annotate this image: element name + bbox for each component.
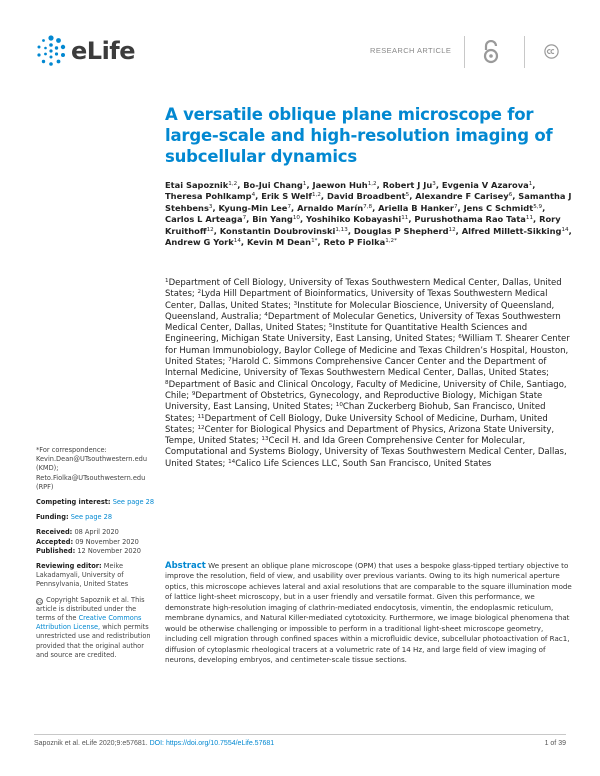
dates-block: [36, 528, 156, 556]
affiliation-text: Cecil H. and Ida Green Comprehensive Center for Molecular, Computational and Systems Biology, University of Texas Southwestern Medical Center, Dallas, United States;: [165, 436, 567, 469]
affiliation-text: Calico Life Sciences LLC, South San Francisco, United States: [235, 458, 492, 469]
author[interactable]: [464, 203, 543, 213]
author-name: Yoshihiko Kobayashi: [306, 214, 402, 225]
author-affiliation-ref: 5,9: [533, 203, 543, 210]
elife-logo-mark-icon: [34, 34, 68, 68]
author-affiliation-ref: 1: [528, 181, 533, 187]
affiliation-number: 9: [191, 390, 196, 397]
affiliation-text: Center for Biological Physics and Department of Physics, Arizona State University, Tempe, United States;: [165, 424, 555, 447]
elife-logo-text: eLife: [71, 37, 136, 65]
author-affiliation-ref: 1,2*: [385, 238, 397, 245]
abstract-text: We present an oblique plane microscope (OPM) that uses a bespoke glass-tipped tertiary objective to improve the resolution, field of view, and usability over previous variants. Owing to its high numerical aperture optics, this microscope achieves lateral and axial resolutions that are comparable to the square illumination mode of lattice light-sheet microscopy, but in a user friendly and versatile format. Given this performance, we demonstrate high-resolution imaging of clathrin-mediated endocytosis, vimentin, the endoplasmic reticulum, membrane dynamics, and Natural Killer-mediated cytotoxicity. Furthermore, we image biological phenomena that would be otherwise challenging or impossible to perform in a traditional light-sheet microscope geometry, including cell migration through confined spaces within a microfluidic device, subcellular photoactivation of Rac1, diffusion of cytoplasmic rheological tracers at a volumetric rate of 14 Hz, and large field of view imaging of neurons, developing embryos, and centimeter-scale tissue sections.: [165, 561, 572, 665]
abstract: [165, 561, 577, 666]
author-name: Purushothama Rao Tata: [414, 214, 526, 225]
reviewing-editor-label: Reviewing editor:: [36, 562, 102, 571]
author-name: Douglas P Shepherd: [353, 225, 449, 236]
header-divider: [524, 36, 525, 68]
author-name: David Broadbent: [326, 191, 406, 202]
author-name: Samantha J Stehbens: [165, 191, 572, 213]
author-name: Alfred Millett-Sikking: [461, 225, 562, 236]
author-name: Ariella B Hanker: [378, 202, 454, 213]
copyright-cc-icon: cc: [37, 598, 42, 604]
affiliation-text: Institute for Quantitative Health Sciences and Engineering, Michigan State University, East Lansing, United States;: [165, 323, 528, 345]
elife-logo[interactable]: [34, 34, 135, 68]
correspondence-label: *For correspondence:: [36, 446, 107, 454]
author-affiliation-ref: 1,13: [335, 226, 348, 233]
author-affiliation-ref: 1,2: [228, 181, 238, 187]
affiliation-text: Harold C. Simmons Comprehensive Cancer Center and the Department of Internal Medicine, University of Texas Southwestern Medical Center, Dallas, United States;: [165, 357, 550, 379]
author-affiliation-ref: 14: [233, 238, 241, 245]
author-list: Etai Sapoznik$^{1,2}$, Bo-Jui Chang$^1$, Jaewon Huh$^{1,2}$, Robert J Ju$^3$, Evgenia V Azarova$^1$, Theresa Pohlkamp$^4$, Erik S Welf$^{1,2}$, David Broadbent$^5$, Alexandre F Carisey$^6$, Samantha J Stehbens$^3$, Kyung-Min Lee$^7$, Arnaldo Marín$^{7,8}$, Ariella B Hanker$^7$, Jens C Schmidt$^{5,9}$, Carlos L Arteaga$^7$, Bin Yang$^{10}$, Yoshihiko Kobayashi$^{11}$, Purushothama Rao Tata$^{11}$, Rory Kruithoff$^{12}$, Konstantin Doubrovinski$^{1,13}$, Douglas P Shepherd$^{12}$, Alfred Millett-Sikking$^{14}$, Andrew G York$^{14}$, Kevin M Dean$^{1*}$, Reto P Fiolka$^{1,2*}$: [165, 180, 572, 248]
affiliation-number: 2: [197, 289, 202, 296]
correspondence-email[interactable]: Kevin.Dean@UTsouthwestern.edu: [36, 455, 148, 464]
author[interactable]: [327, 191, 409, 201]
author-name: Etai Sapoznik: [165, 180, 229, 190]
author[interactable]: [383, 180, 436, 190]
author-affiliation-ref: 3: [208, 203, 213, 210]
author-affiliation-ref: 11: [401, 215, 409, 222]
author-name: Erik S Welf: [261, 191, 312, 202]
author-name: Bin Yang: [252, 214, 293, 225]
author[interactable]: [297, 203, 372, 213]
open-access-lock-icon: [481, 40, 501, 64]
author[interactable]: [462, 226, 569, 236]
received-date-row: [36, 528, 156, 537]
published-date-row: [36, 547, 156, 556]
correspondence-email[interactable]: Reto.Fiolka@UTsouthwestern.edu: [36, 473, 146, 482]
author-name: Andrew G York: [165, 237, 234, 248]
affiliation-text: Lyda Hill Department of Bioinformatics, University of Texas Southwestern Medical Center, Dallas, United States;: [165, 289, 548, 311]
affiliation-number: 12: [197, 424, 205, 431]
competing-interest-link[interactable]: See page 28: [112, 498, 155, 507]
author-affiliation-ref: 7: [453, 203, 458, 210]
author-name: Reto P Fiolka: [323, 237, 386, 248]
article-type-label: RESEARCH ARTICLE: [370, 46, 452, 55]
author-name: Konstantin Doubrovinski: [219, 225, 336, 236]
author-affiliation-ref: 12: [448, 226, 456, 233]
affiliation-number: 5: [328, 323, 333, 330]
author-affiliation-ref: 6: [508, 192, 513, 199]
author-affiliation-ref: 7: [242, 215, 247, 222]
reviewing-editor-name: Meike Lakadamyali, University of Pennsylvania, United States: [36, 562, 129, 589]
affiliation-number: 3: [293, 300, 298, 307]
article-title: A versatile oblique plane microscope for large-scale and high-resolution imaging of subcellular dynamics: [165, 105, 553, 166]
author[interactable]: [312, 180, 376, 190]
affiliation-number: 7: [228, 357, 232, 364]
affiliation-number: 13: [261, 436, 269, 443]
affiliation-number: 1: [165, 278, 169, 284]
competing-interest-label: Competing interest:: [36, 498, 111, 507]
creative-commons-icon: [544, 44, 559, 59]
author-name: Rory Kruithoff: [165, 214, 561, 236]
accepted-date: 09 November 2020: [75, 537, 139, 546]
author-name: Jens C Schmidt: [463, 202, 534, 213]
author-affiliation-ref: 1: [302, 181, 307, 187]
affiliation-text: Department of Cell Biology, University of Texas Southwestern Medical Center, Dallas, United States;: [165, 278, 562, 300]
author-affiliation-ref: 7,8: [363, 203, 373, 210]
accepted-label: Accepted:: [36, 537, 74, 546]
author[interactable]: [243, 180, 306, 190]
affiliation-list: [165, 278, 575, 470]
license-link[interactable]: Creative Commons Attribution License,: [36, 614, 142, 632]
author-affiliation-ref: 5: [405, 192, 410, 199]
affiliation-number: 4: [264, 311, 268, 318]
affiliation-text: Department of Cell Biology, Duke University School of Medicine, Durham, United States;: [165, 413, 548, 435]
affiliation-number: 8: [165, 379, 169, 386]
author-affiliation-ref: 1,2: [367, 181, 377, 187]
author[interactable]: [415, 191, 512, 201]
author-name: Robert J Ju: [382, 180, 433, 190]
author[interactable]: [306, 214, 408, 224]
affiliation-number: 6: [458, 334, 462, 341]
author-affiliation-ref: 3: [432, 181, 436, 187]
author-affiliation-ref: 14: [561, 226, 569, 233]
author-name: Evgenia V Azarova: [441, 180, 529, 190]
affiliation-text: Chan Zuckerberg Biohub, San Francisco, United States;: [165, 402, 546, 424]
footer-divider: [34, 734, 566, 735]
author[interactable]: [165, 191, 255, 201]
copyright-tail: which permits unrestricted use and redistribution provided that the original author and source are credited.: [36, 623, 151, 659]
published-label: Published:: [36, 546, 76, 555]
affiliation-number: 10: [335, 402, 343, 409]
author[interactable]: [165, 180, 237, 190]
funding-link[interactable]: See page 28: [70, 513, 113, 522]
affiliation-text: Department of Molecular Genetics, University of Texas Southwestern Medical Center, Dallas, United States;: [165, 311, 561, 334]
page-number: 1 of 39: [544, 740, 566, 747]
author[interactable]: [165, 237, 241, 247]
author-affiliation-ref: 10: [292, 215, 300, 222]
author[interactable]: [247, 237, 317, 247]
author[interactable]: [252, 214, 300, 224]
author-name: Arnaldo Marín: [297, 202, 364, 213]
funding-block: [36, 513, 156, 522]
affiliation-number: 14: [228, 458, 236, 465]
page-header: [34, 34, 566, 74]
author-affiliation-ref: 4: [251, 192, 256, 199]
published-date: 12 November 2020: [77, 546, 141, 555]
header-divider: [464, 36, 465, 68]
author-name: Alexandre F Carisey: [415, 191, 509, 202]
author-affiliation-ref: 12: [206, 226, 214, 233]
affiliation-text: Department of Obstetrics, Gynecology, and Reproductive Biology, Michigan State University, East Lansing, United States;: [165, 390, 543, 413]
doi-link[interactable]: DOI: https://doi.org/10.7554/eLife.57681: [149, 740, 275, 747]
author-name: Theresa Pohlkamp: [165, 191, 252, 202]
article-info-sidebar: [36, 446, 156, 666]
author[interactable]: [414, 214, 533, 224]
competing-interest-block: [36, 498, 156, 507]
accepted-date-row: [36, 538, 156, 547]
author[interactable]: [324, 237, 397, 247]
affiliation-text: William T. Shearer Center for Human Immunobiology, Baylor College of Medicine and Texas Children’s Hospital, Houston, United States;: [165, 334, 570, 368]
author[interactable]: [378, 203, 457, 213]
correspondence-block: [36, 446, 156, 492]
affiliation-text: Department of Basic and Clinical Oncology, Faculty of Medicine, University of Chile, Santiago, Chile;: [165, 379, 567, 401]
author-affiliation-ref: 1*: [311, 238, 318, 245]
correspondence-initials: (RPF): [36, 482, 54, 491]
reviewing-editor-block: [36, 562, 156, 590]
affiliation-number: 11: [197, 413, 205, 420]
author-name: Bo-Jui Chang: [243, 180, 303, 190]
author-name: Kevin M Dean: [246, 237, 312, 248]
copyright-block: [36, 596, 156, 660]
author[interactable]: [220, 226, 348, 236]
citation-text: Sapoznik et al. eLife 2020;9:e57681.: [34, 740, 148, 747]
author[interactable]: [219, 203, 292, 213]
author[interactable]: [354, 226, 456, 236]
author-affiliation-ref: 11: [525, 215, 534, 222]
received-label: Received:: [36, 528, 73, 537]
correspondence-initials: (KMD);: [36, 464, 59, 473]
author-affiliation-ref: 7: [287, 203, 292, 210]
author[interactable]: [261, 191, 321, 201]
author[interactable]: [442, 180, 532, 190]
received-date: 08 April 2020: [74, 528, 119, 537]
author-name: Carlos L Arteaga: [165, 214, 243, 225]
funding-label: Funding:: [36, 513, 69, 522]
footer-citation: [34, 740, 274, 747]
copyright-text: Copyright Sapoznik et al. This article is distributed under the terms of the: [36, 595, 145, 623]
affiliation-text: Institute for Molecular Bioscience, University of Queensland, Queensland, Australia;: [165, 300, 555, 322]
author-affiliation-ref: 1,2: [312, 192, 321, 199]
author[interactable]: [165, 214, 246, 224]
abstract-label: Abstract: [165, 561, 206, 571]
author-name: Jaewon Huh: [312, 180, 368, 190]
author-name: Kyung-Min Lee: [218, 202, 288, 213]
